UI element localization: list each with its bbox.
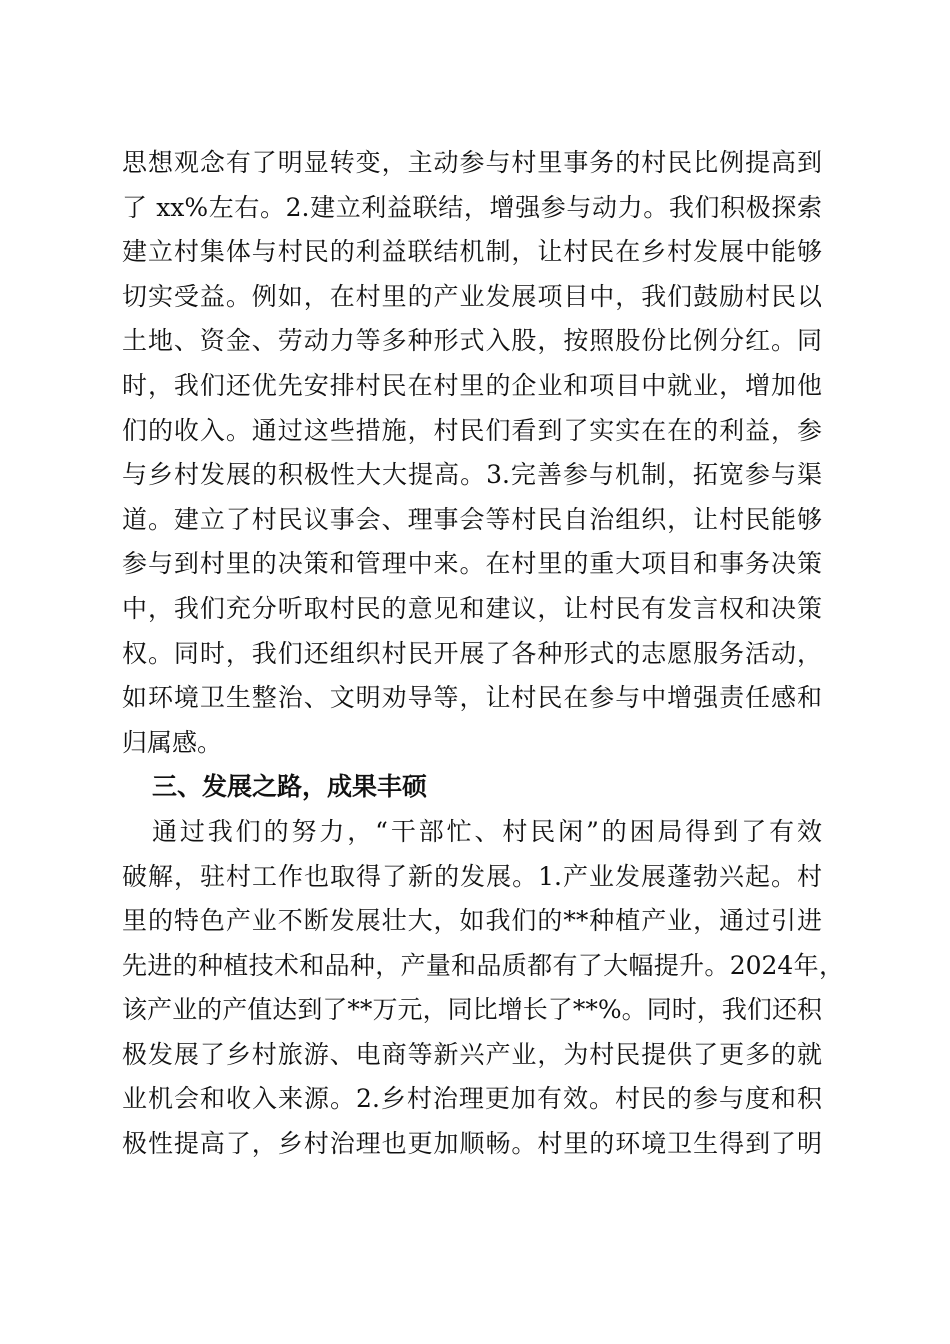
text-line: 该产业的产值达到了**万元，同比增长了**%。同时，我们还积 [122,995,822,1025]
text-line: 归属感。 [122,727,223,757]
text-line: 与乡村发展的积极性大大提高。3.完善参与机制，拓宽参与渠 [122,460,822,490]
text-line: 切实受益。例如，在村里的产业发展项目中，我们鼓励村民以 [122,281,822,311]
section-heading: 三、发展之路，成果丰硕 [152,772,428,802]
text-line: 建立村集体与村民的利益联结机制，让村民在乡村发展中能够 [122,237,822,267]
text-line: 极性提高了，乡村治理也更加顺畅。村里的环境卫生得到了明 [122,1129,822,1159]
text-line: 中，我们充分听取村民的意见和建议，让村民有发言权和决策 [122,593,822,623]
paragraph-achievements [122,810,844,1167]
text-line: 里的特色产业不断发展壮大，如我们的**种植产业，通过引进 [122,906,822,936]
text-line: 土地、资金、劳动力等多种形式入股，按照股份比例分红。同 [122,326,822,356]
paragraph-participation [122,141,822,765]
text-line: 业机会和收入来源。2.乡村治理更加有效。村民的参与度和积 [122,1084,822,1114]
text-line: 道。建立了村民议事会、理事会等村民自治组织，让村民能够 [122,504,822,534]
text-line: 权。同时，我们还组织村民开展了各种形式的志愿服务活动， [122,638,822,668]
text-line: 思想观念有了明显转变，主动参与村里事务的村民比例提高到 [122,148,822,177]
text-line: 通过我们的努力，“干部忙、村民闲”的困局得到了有效 [152,816,822,846]
text-line: 破解，驻村工作也取得了新的发展。1.产业发展蓬勃兴起。村 [122,861,822,891]
document-page [122,141,844,1167]
text-line: 极发展了乡村旅游、电商等新兴产业，为村民提供了更多的就 [122,1039,822,1069]
text-line: 了 xx%左右。2.建立利益联结，增强参与动力。我们积极探索 [122,192,822,222]
text-line: 参与到村里的决策和管理中来。在村里的重大项目和事务决策 [122,549,822,579]
text-line: 如环境卫生整治、文明劝导等，让村民在参与中增强责任感和 [122,683,822,713]
text-line: 们的收入。通过这些措施，村民们看到了实实在在的利益，参 [122,415,822,445]
text-line: 先进的种植技术和品种，产量和品质都有了大幅提升。2024年， [122,950,844,980]
text-line: 时，我们还优先安排村民在村里的企业和项目中就业，增加他 [122,370,822,400]
